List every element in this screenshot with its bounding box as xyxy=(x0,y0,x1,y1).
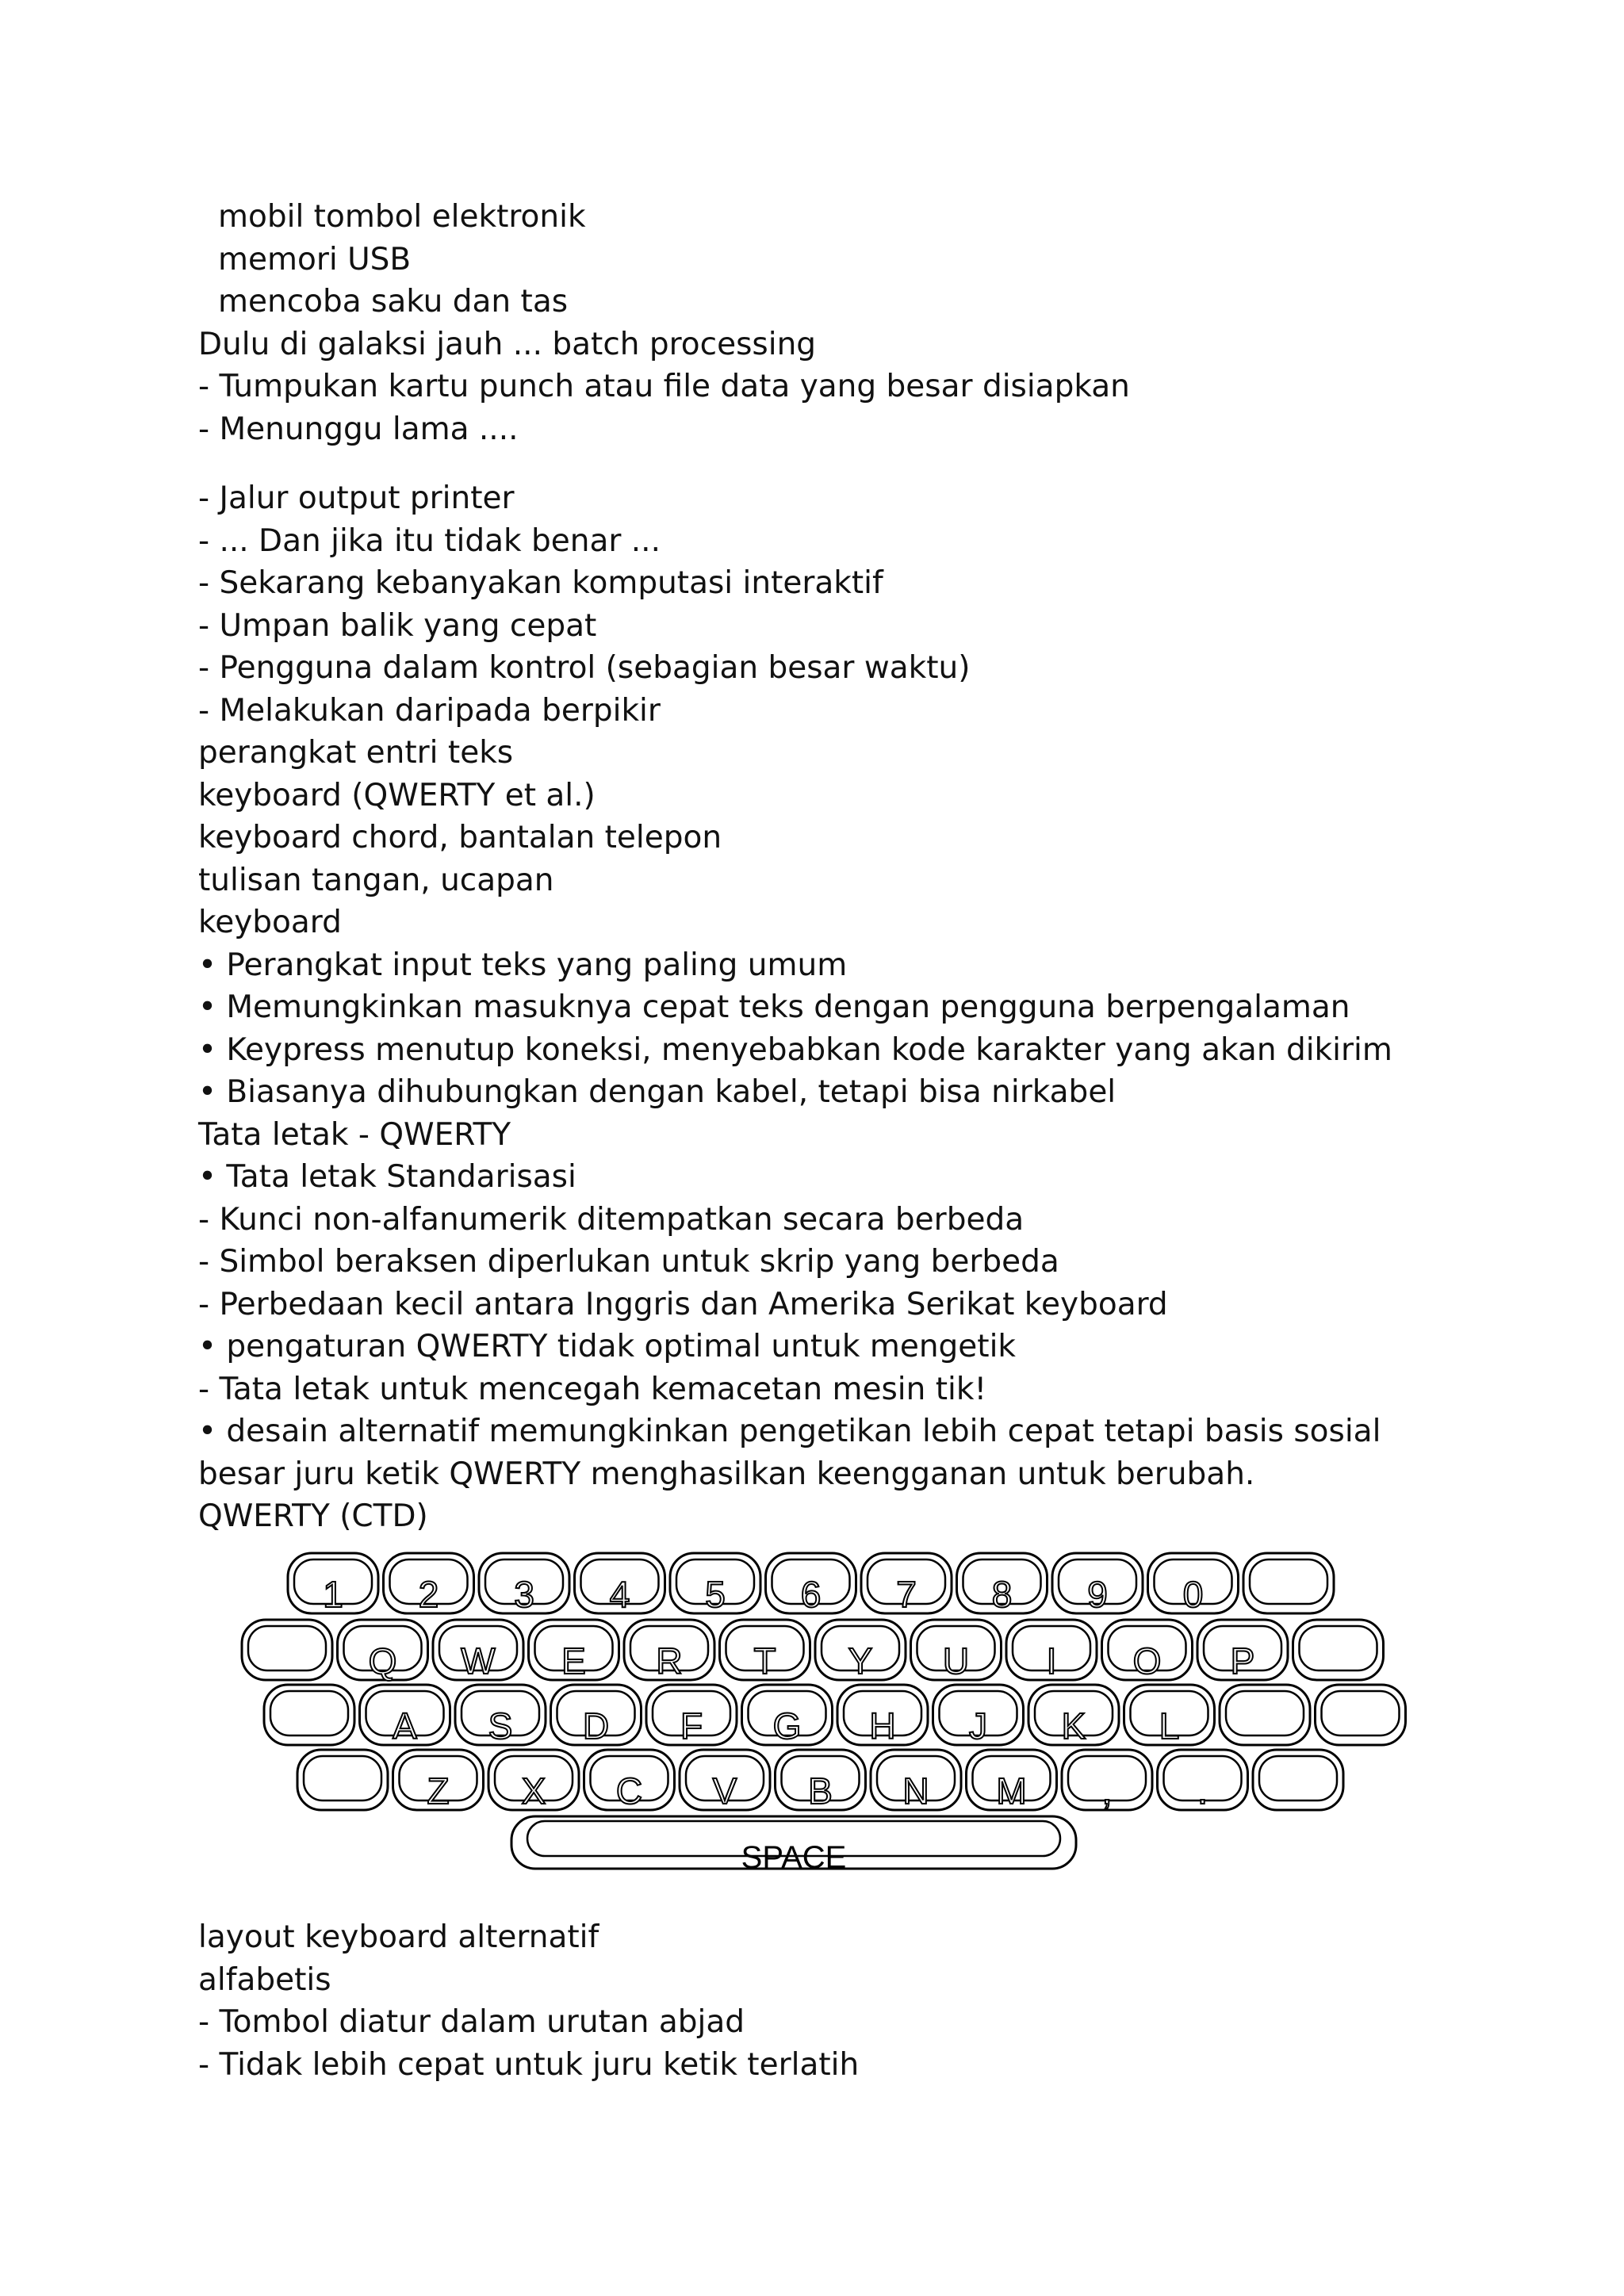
key-label: Y xyxy=(848,1640,873,1682)
key-label: D xyxy=(582,1705,610,1747)
text-line: - Melakukan daripada berpikir xyxy=(198,692,661,729)
text-line: mencoba saku dan tas xyxy=(218,284,569,320)
key-blank xyxy=(297,1750,388,1810)
key-x xyxy=(488,1750,579,1812)
key-label: 5 xyxy=(705,1574,726,1615)
key-f xyxy=(646,1685,737,1747)
key-8 xyxy=(957,1553,1048,1615)
key-label: N xyxy=(902,1770,929,1812)
key-label: 4 xyxy=(609,1574,630,1615)
key-label: W xyxy=(461,1640,496,1682)
key-label: E xyxy=(561,1640,586,1682)
qwerty-keyboard-figure xyxy=(234,1542,1408,1879)
key-label: Z xyxy=(427,1770,450,1812)
text-line: - Perbedaan kecil antara Inggris dan Amerika Serikat keyboard xyxy=(198,1286,1168,1322)
key-label: R xyxy=(656,1640,683,1682)
key-blank xyxy=(1293,1620,1384,1680)
key-blank xyxy=(242,1620,332,1680)
key-blank xyxy=(1253,1750,1343,1810)
key-y xyxy=(815,1620,906,1682)
text-line: - Sekarang kebanyakan komputasi interaktif xyxy=(198,565,883,601)
key-label: I xyxy=(1046,1640,1057,1682)
key-label: 9 xyxy=(1087,1574,1108,1615)
key-a xyxy=(360,1685,450,1747)
key-label: T xyxy=(753,1640,776,1682)
text-line: - Jalur output printer xyxy=(198,480,515,516)
key-label: . xyxy=(1197,1770,1208,1812)
key-v xyxy=(680,1750,770,1812)
figure-caption: QWERTY (CTD) xyxy=(198,1498,428,1534)
key-label: V xyxy=(712,1770,737,1812)
key-blank xyxy=(1220,1685,1310,1745)
text-line: - Menunggu lama .... xyxy=(198,411,519,447)
key-label: O xyxy=(1132,1640,1162,1682)
key-label: F xyxy=(680,1705,703,1747)
key-n xyxy=(871,1750,961,1812)
key-t xyxy=(720,1620,810,1682)
key-c xyxy=(584,1750,675,1812)
key-label: B xyxy=(808,1770,833,1812)
key-j xyxy=(933,1685,1024,1747)
key-label: C xyxy=(615,1770,643,1812)
key-label: A xyxy=(393,1705,417,1747)
key-blank xyxy=(264,1685,354,1745)
text-line: • pengaturan QWERTY tidak optimal untuk mengetik xyxy=(198,1329,1017,1364)
text-line: • Biasanya dihubungkan dengan kabel, tetapi bisa nirkabel xyxy=(198,1074,1116,1110)
key-2 xyxy=(384,1553,474,1615)
key-5 xyxy=(670,1553,760,1615)
key-label: P xyxy=(1230,1640,1255,1682)
key-label: M xyxy=(996,1770,1027,1812)
key-d xyxy=(551,1685,642,1747)
text-line: - Umpan balik yang cepat xyxy=(198,607,597,644)
space-label: SPACE xyxy=(741,1840,847,1875)
key-m xyxy=(967,1750,1057,1812)
text-line: keyboard chord, bantalan telepon xyxy=(198,820,722,855)
text-line: - Tata letak untuk mencegah kemacetan mesin tik! xyxy=(198,1371,987,1407)
key-g xyxy=(742,1685,833,1747)
key-h xyxy=(837,1685,928,1747)
key-label: 3 xyxy=(514,1574,534,1615)
text-line: tulisan tangan, ucapan xyxy=(198,862,554,898)
key-4 xyxy=(575,1553,665,1615)
key-label: 8 xyxy=(991,1574,1013,1615)
text-line: Tata letak - QWERTY xyxy=(198,1116,511,1153)
text-line: • Memungkinkan masuknya cepat teks dengan pengguna berpengalaman xyxy=(198,989,1350,1025)
text-line: - Kunci non-alfanumerik ditempatkan secara berbeda xyxy=(198,1201,1025,1238)
key-label: 2 xyxy=(418,1574,439,1615)
text-line: - Simbol beraksen diperlukan untuk skrip yang berbeda xyxy=(198,1244,1059,1280)
text-line: - Tidak lebih cepat untuk juru ketik terlatih xyxy=(198,2046,860,2083)
key-z xyxy=(393,1750,484,1812)
text-line: Dulu di galaksi jauh ... batch processing xyxy=(198,326,817,362)
key-1 xyxy=(288,1553,378,1615)
key-label: , xyxy=(1101,1770,1113,1812)
key-label: 7 xyxy=(896,1574,917,1615)
key-label: G xyxy=(772,1705,802,1747)
key-label: 0 xyxy=(1182,1574,1204,1615)
key-blank xyxy=(1243,1553,1334,1613)
key-o xyxy=(1102,1620,1193,1682)
text-line: memori USB xyxy=(218,241,412,277)
text-line: mobil tombol elektronik xyxy=(218,199,586,235)
key-q xyxy=(338,1620,428,1682)
text-line: besar juru ketik QWERTY menghasilkan keengganan untuk berubah. xyxy=(198,1456,1255,1492)
key-blank xyxy=(1316,1685,1406,1745)
key-e xyxy=(529,1620,619,1682)
key-label: 1 xyxy=(323,1574,343,1615)
key-6 xyxy=(766,1553,856,1615)
key-label: U xyxy=(942,1640,970,1682)
key-k xyxy=(1028,1685,1119,1747)
key-label: H xyxy=(869,1705,896,1747)
text-line: - Pengguna dalam kontrol (sebagian besar waktu) xyxy=(198,650,971,686)
text-line: • Perangkat input teks yang paling umum xyxy=(198,947,848,983)
key-comma xyxy=(1062,1750,1152,1812)
key-3 xyxy=(479,1553,569,1615)
text-line: perangkat entri teks xyxy=(198,735,514,771)
text-line: - ... Dan jika itu tidak benar ... xyxy=(198,522,661,559)
text-line: alfabetis xyxy=(198,1961,331,1998)
key-u xyxy=(911,1620,1002,1682)
key-label: L xyxy=(1159,1705,1180,1747)
key-p xyxy=(1197,1620,1288,1682)
key-i xyxy=(1006,1620,1097,1682)
key-label: Q xyxy=(368,1640,397,1682)
text-line: keyboard xyxy=(198,905,342,940)
key-r xyxy=(624,1620,714,1682)
key-label: S xyxy=(488,1705,513,1747)
text-line: - Tombol diatur dalam urutan abjad xyxy=(198,2004,745,2040)
key-b xyxy=(776,1750,866,1812)
text-line: keyboard (QWERTY et al.) xyxy=(198,777,596,813)
key-period xyxy=(1158,1750,1248,1812)
key-7 xyxy=(861,1553,952,1615)
key-9 xyxy=(1052,1553,1143,1615)
key-label: J xyxy=(969,1705,987,1747)
keyboard-diagram xyxy=(234,1542,1408,1875)
key-label: 6 xyxy=(800,1574,822,1615)
text-line: layout keyboard alternatif xyxy=(198,1919,599,1955)
key-space xyxy=(511,1816,1076,1875)
key-s xyxy=(455,1685,546,1747)
text-line: • Keypress menutup koneksi, menyebabkan kode karakter yang akan dikirim xyxy=(198,1031,1392,1068)
text-line: • Tata letak Standarisasi xyxy=(198,1159,576,1195)
key-label: X xyxy=(521,1770,546,1812)
key-w xyxy=(433,1620,523,1682)
text-line: • desain alternatif memungkinkan pengetikan lebih cepat tetapi basis sosial xyxy=(198,1414,1381,1449)
key-label: K xyxy=(1061,1705,1086,1747)
text-line: - Tumpukan kartu punch atau file data yang besar disiapkan xyxy=(198,369,1130,404)
key-l xyxy=(1124,1685,1215,1747)
key-0 xyxy=(1148,1553,1239,1615)
